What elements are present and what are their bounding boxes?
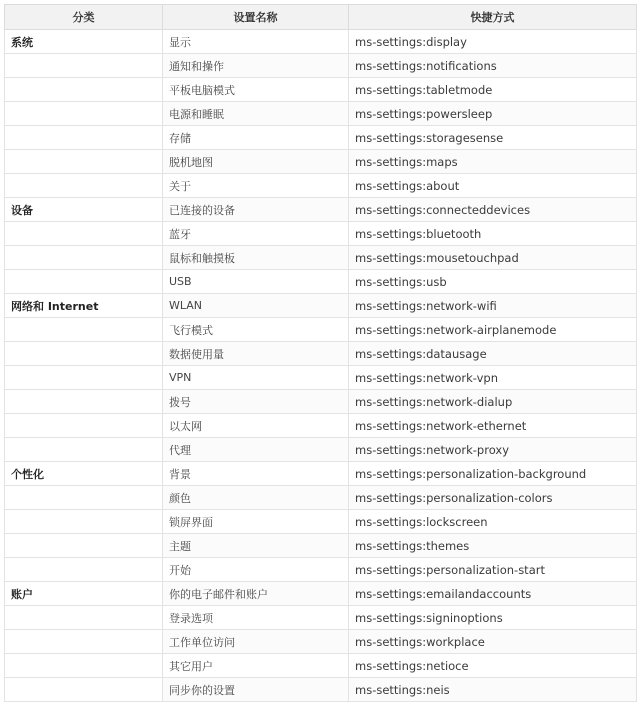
category-cell bbox=[5, 150, 163, 174]
category-cell bbox=[5, 318, 163, 342]
shortcut-cell: ms-settings:network-airplanemode bbox=[349, 318, 637, 342]
header-shortcut: 快捷方式 bbox=[349, 5, 637, 30]
category-cell bbox=[5, 54, 163, 78]
category-cell bbox=[5, 126, 163, 150]
shortcut-cell: ms-settings:mousetouchpad bbox=[349, 246, 637, 270]
category-cell bbox=[5, 486, 163, 510]
shortcut-cell: ms-settings:emailandaccounts bbox=[349, 582, 637, 606]
table-row bbox=[5, 654, 637, 678]
table-row bbox=[5, 582, 637, 606]
category-cell bbox=[5, 390, 163, 414]
category-cell: 个性化 bbox=[5, 462, 163, 486]
shortcut-cell: ms-settings:usb bbox=[349, 270, 637, 294]
table-row bbox=[5, 462, 637, 486]
table-row bbox=[5, 222, 637, 246]
setting-name-cell: 你的电子邮件和账户 bbox=[163, 582, 349, 606]
table-row bbox=[5, 630, 637, 654]
setting-name-cell: 存储 bbox=[163, 126, 349, 150]
category-cell bbox=[5, 654, 163, 678]
shortcut-cell: ms-settings:network-vpn bbox=[349, 366, 637, 390]
table-row bbox=[5, 150, 637, 174]
category-cell: 网络和 Internet bbox=[5, 294, 163, 318]
category-cell bbox=[5, 630, 163, 654]
settings-shortcut-table-wrapper bbox=[4, 4, 636, 702]
shortcut-cell: ms-settings:network-wifi bbox=[349, 294, 637, 318]
shortcut-cell: ms-settings:notifications bbox=[349, 54, 637, 78]
category-cell bbox=[5, 510, 163, 534]
shortcut-cell: ms-settings:workplace bbox=[349, 630, 637, 654]
setting-name-cell: 通知和操作 bbox=[163, 54, 349, 78]
table-row bbox=[5, 174, 637, 198]
shortcut-cell: ms-settings:tabletmode bbox=[349, 78, 637, 102]
setting-name-cell: 背景 bbox=[163, 462, 349, 486]
table-row bbox=[5, 390, 637, 414]
category-cell bbox=[5, 534, 163, 558]
setting-name-cell: 颜色 bbox=[163, 486, 349, 510]
table-row bbox=[5, 318, 637, 342]
setting-name-cell: 鼠标和触摸板 bbox=[163, 246, 349, 270]
shortcut-cell: ms-settings:maps bbox=[349, 150, 637, 174]
setting-name-cell: USB bbox=[163, 270, 349, 294]
shortcut-cell: ms-settings:connecteddevices bbox=[349, 198, 637, 222]
category-cell bbox=[5, 102, 163, 126]
category-cell bbox=[5, 222, 163, 246]
setting-name-cell: VPN bbox=[163, 366, 349, 390]
setting-name-cell: 主题 bbox=[163, 534, 349, 558]
setting-name-cell: 工作单位访问 bbox=[163, 630, 349, 654]
table-row bbox=[5, 558, 637, 582]
category-cell bbox=[5, 174, 163, 198]
table-row bbox=[5, 366, 637, 390]
setting-name-cell: 代理 bbox=[163, 438, 349, 462]
table-row bbox=[5, 606, 637, 630]
table-row bbox=[5, 534, 637, 558]
table-row bbox=[5, 438, 637, 462]
table-row bbox=[5, 54, 637, 78]
shortcut-cell: ms-settings:storagesense bbox=[349, 126, 637, 150]
table-row bbox=[5, 510, 637, 534]
table-row bbox=[5, 678, 637, 702]
shortcut-cell: ms-settings:network-proxy bbox=[349, 438, 637, 462]
setting-name-cell: 锁屏界面 bbox=[163, 510, 349, 534]
shortcut-cell: ms-settings:display bbox=[349, 30, 637, 54]
setting-name-cell: WLAN bbox=[163, 294, 349, 318]
table-row bbox=[5, 246, 637, 270]
shortcut-cell: ms-settings:lockscreen bbox=[349, 510, 637, 534]
setting-name-cell: 蓝牙 bbox=[163, 222, 349, 246]
table-row bbox=[5, 486, 637, 510]
setting-name-cell: 开始 bbox=[163, 558, 349, 582]
setting-name-cell: 同步你的设置 bbox=[163, 678, 349, 702]
setting-name-cell: 已连接的设备 bbox=[163, 198, 349, 222]
shortcut-cell: ms-settings:personalization-background bbox=[349, 462, 637, 486]
category-cell: 设备 bbox=[5, 198, 163, 222]
setting-name-cell: 电源和睡眠 bbox=[163, 102, 349, 126]
category-cell bbox=[5, 270, 163, 294]
category-cell bbox=[5, 606, 163, 630]
category-cell: 账户 bbox=[5, 582, 163, 606]
category-cell bbox=[5, 342, 163, 366]
setting-name-cell: 飞行模式 bbox=[163, 318, 349, 342]
table-row bbox=[5, 102, 637, 126]
header-category: 分类 bbox=[5, 5, 163, 30]
table-body bbox=[5, 30, 637, 702]
shortcut-cell: ms-settings:themes bbox=[349, 534, 637, 558]
setting-name-cell: 脱机地图 bbox=[163, 150, 349, 174]
setting-name-cell: 登录选项 bbox=[163, 606, 349, 630]
table-header bbox=[5, 5, 637, 30]
table-row bbox=[5, 126, 637, 150]
shortcut-cell: ms-settings:about bbox=[349, 174, 637, 198]
shortcut-cell: ms-settings:neis bbox=[349, 678, 637, 702]
shortcut-cell: ms-settings:personalization-start bbox=[349, 558, 637, 582]
shortcut-cell: ms-settings:personalization-colors bbox=[349, 486, 637, 510]
category-cell: 系统 bbox=[5, 30, 163, 54]
table-row bbox=[5, 270, 637, 294]
setting-name-cell: 以太网 bbox=[163, 414, 349, 438]
category-cell bbox=[5, 78, 163, 102]
setting-name-cell: 其它用户 bbox=[163, 654, 349, 678]
shortcut-cell: ms-settings:powersleep bbox=[349, 102, 637, 126]
category-cell bbox=[5, 366, 163, 390]
shortcut-cell: ms-settings:netioce bbox=[349, 654, 637, 678]
table-row bbox=[5, 342, 637, 366]
category-cell bbox=[5, 246, 163, 270]
table-row bbox=[5, 414, 637, 438]
table-row bbox=[5, 78, 637, 102]
category-cell bbox=[5, 558, 163, 582]
shortcut-cell: ms-settings:signinoptions bbox=[349, 606, 637, 630]
shortcut-cell: ms-settings:bluetooth bbox=[349, 222, 637, 246]
setting-name-cell: 拨号 bbox=[163, 390, 349, 414]
table-row bbox=[5, 30, 637, 54]
table-row bbox=[5, 294, 637, 318]
shortcut-cell: ms-settings:network-ethernet bbox=[349, 414, 637, 438]
setting-name-cell: 平板电脑模式 bbox=[163, 78, 349, 102]
shortcut-cell: ms-settings:network-dialup bbox=[349, 390, 637, 414]
setting-name-cell: 关于 bbox=[163, 174, 349, 198]
settings-shortcut-table bbox=[4, 4, 637, 702]
header-row bbox=[5, 5, 637, 30]
category-cell bbox=[5, 414, 163, 438]
table-row bbox=[5, 198, 637, 222]
setting-name-cell: 数据使用量 bbox=[163, 342, 349, 366]
setting-name-cell: 显示 bbox=[163, 30, 349, 54]
header-setting-name: 设置名称 bbox=[163, 5, 349, 30]
category-cell bbox=[5, 438, 163, 462]
category-cell bbox=[5, 678, 163, 702]
shortcut-cell: ms-settings:datausage bbox=[349, 342, 637, 366]
